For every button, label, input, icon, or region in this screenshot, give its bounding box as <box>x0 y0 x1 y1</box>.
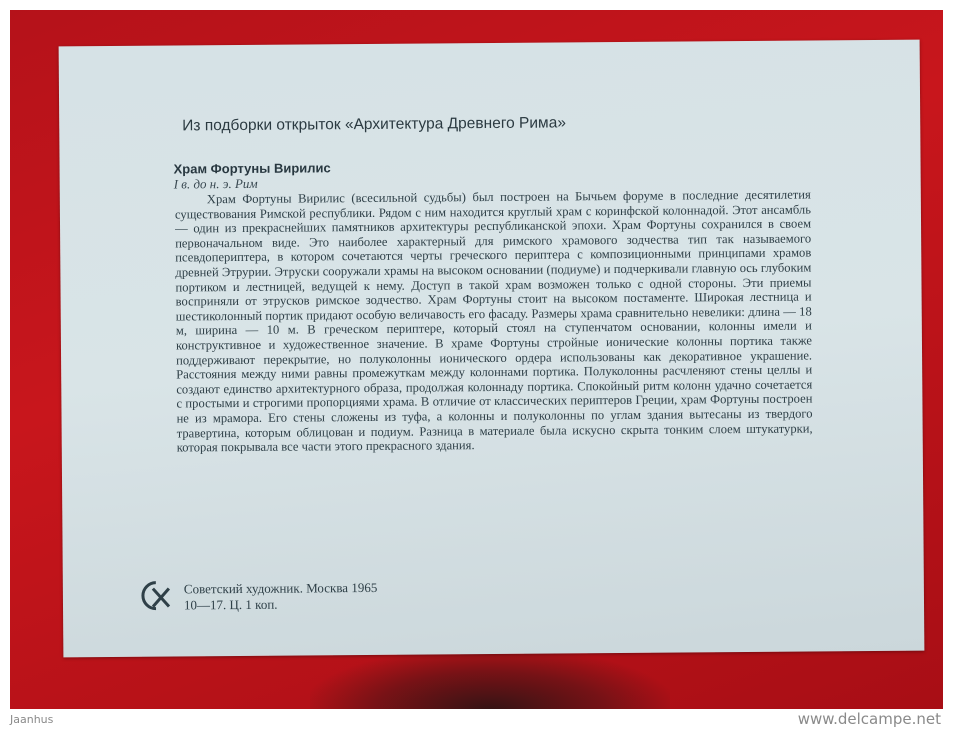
collection-line: Из подборки открыток «Архитектура Древнего Рима» <box>182 114 566 135</box>
watermark-right: www.delcampe.net <box>797 710 941 728</box>
price-line: 10—17. Ц. 1 коп. <box>183 596 278 613</box>
publisher-line: Советский художник. Москва 1965 <box>183 579 378 597</box>
postcard-subtitle: I в. до н. э. Рим <box>173 175 258 192</box>
body-paragraph: Храм Фортуны Вирилис (всесильной судьбы) был построен на Бычьем форуме в последние десятилетия существования Римской республики. Рядом с ним находится круглый храм с коринфской колоннадой. Этот ансамбль — один из прекраснейших памятников архитектуры республиканской эпохи. Храм Фортуны сохранился в своем первоначальном виде. Это наиболее характерный для римского храмового зодчества тип так называемого псевдопериптера, в котором сочетаются черты греческого периптера с композиционными принципами храмов древней Этрурии. Этруски сооружали храмы на высоком основании (подиуме) и подчеркивали главную ось глубоким портиком и лестницей, ведущей к нему. Доступ в такой храм возможен только с одной стороны. Эти приемы восприняли от этрусков римское зодчество. Храм Фортуны стоит на высоком постаменте. Широкая лестница и шестиколонный портик придают особую величавость его фасаду. Размеры храма сравнительно невелики: длина — 18 м, ширина — 10 м. В греческом периптере, который стоял на ступенчатом основании, колонны имели и конструктивное и художественное значение. В храме Фортуны стройные ионические колонны портика также поддерживают перекрытие, но полуколонны ионического ордера использованы как декоративное украшение. Расстояния между ними равны промежуткам между колоннами портика. Полуколонны расчленяют стены целлы и создают единство архитектурного образа, продолжая колоннаду портика. Спокойный ритм колонн удачно сочетается с простыми и строгими пропорциями храма. В отличие от классических периптеров Греции, храм Фортуны построен не из мрамора. Его стены сложены из туфа, а колонны и полуколонны по углам здания вытесаны из твердого травертина, которым облицован и подиум. Разница в материале была искусно скрыта тонким слоем штукатурки, которая покрывала все части этого прекрасного здания. <box>174 187 813 455</box>
shadow-object <box>310 650 670 709</box>
photo-background <box>10 10 943 709</box>
postcard-title: Храм Фортуны Вирилис <box>173 160 331 177</box>
publisher-logo <box>139 580 173 612</box>
postcard-body <box>175 187 813 455</box>
postcard <box>59 40 925 658</box>
watermark-left: Jaanhus <box>10 713 54 726</box>
